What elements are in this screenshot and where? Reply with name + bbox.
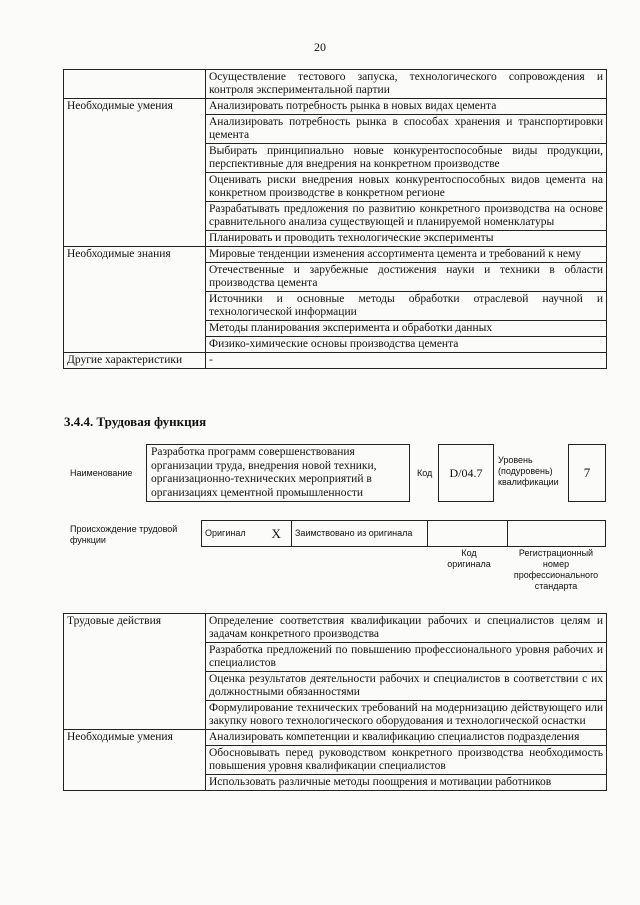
name-label: Наименование — [70, 468, 133, 478]
origin-table — [201, 520, 606, 547]
level-value-box — [568, 444, 606, 502]
page-number: 20 — [314, 40, 326, 54]
registration-number-cell — [508, 521, 606, 547]
row-item: Выбирать принципиально новые конкурентоспособные виды продукции, перспективные для внедрения на конкретном производстве — [206, 144, 607, 173]
row-label: Другие характеристики — [64, 353, 206, 369]
origin-label: Происхождение трудовой функции — [70, 524, 178, 545]
level-label: Уровень (подуровень) квалификации — [498, 455, 559, 487]
row-item: Оценивать риски внедрения новых конкурентоспособных видов цемента на конкретном производстве в конкретном регионе — [206, 173, 607, 202]
original-mark: X — [262, 521, 292, 547]
code-original-cell — [428, 521, 508, 547]
row-label — [64, 70, 206, 99]
competency-table-bottom-body — [64, 614, 607, 791]
row-label: Трудовые действия — [64, 614, 206, 730]
row-item: Формулирование технических требований на модернизацию действующего или закупку нового технологического оборудования и технологической оснастки — [206, 701, 607, 730]
section-title: 3.4.4. Трудовая функция — [64, 414, 207, 429]
function-name-box — [146, 444, 410, 502]
original-label: Оригинал — [202, 521, 262, 547]
borrowed-label: Заимствовано из оригинала — [292, 521, 428, 547]
function-name: Разработка программ совершенствования организации труда, внедрения новой техники, организационно-технических мероприятий в организациях цементной промышленности — [151, 446, 377, 499]
level-value: 7 — [583, 465, 591, 480]
code-label: Код — [417, 468, 433, 478]
row-label: Необходимые умения — [64, 730, 206, 791]
row-item: Обосновывать перед руководством конкретного производства необходимость повышения уровня квалификации специалистов — [206, 746, 607, 775]
code-value-box — [438, 444, 494, 502]
row-item: Отечественные и зарубежные достижения науки и техники в области производства цемента — [206, 263, 607, 292]
competency-table-top-body — [64, 70, 607, 369]
row-item: Анализировать потребность рынка в способах хранения и транспортировки цемента — [206, 115, 607, 144]
row-item: Методы планирования эксперимента и обработки данных — [206, 321, 607, 337]
row-item: Анализировать потребность рынка в новых видах цемента — [206, 99, 607, 115]
table-row — [64, 730, 607, 746]
row-item: - — [206, 353, 607, 369]
competency-table-bottom — [63, 613, 607, 791]
table-row — [64, 99, 607, 115]
row-item: Использовать различные методы поощрения и мотивации работников — [206, 775, 607, 791]
row-item: Мировые тенденции изменения ассортимента цемента и требований к нему — [206, 247, 607, 263]
row-label: Необходимые знания — [64, 247, 206, 353]
row-item: Физико-химические основы производства цемента — [206, 337, 607, 353]
row-label: Необходимые умения — [64, 99, 206, 247]
row-item: Определение соответствия квалификации рабочих и специалистов целям и задачам конкретного производства — [206, 614, 607, 643]
registration-caption: Регистрационный номер профессионального стандарта — [513, 548, 599, 591]
row-item: Анализировать компетенции и квалификацию специалистов подразделения — [206, 730, 607, 746]
row-item: Оценка результатов деятельности рабочих и специалистов в соответствии с их должностными обязанностями — [206, 672, 607, 701]
row-item: Планировать и проводить технологические эксперименты — [206, 231, 607, 247]
table-row — [64, 247, 607, 263]
competency-table-top — [63, 69, 607, 369]
code-value: D/04.7 — [449, 465, 483, 480]
table-row — [64, 614, 607, 643]
row-item: Разработка предложений по повышению профессионального уровня рабочих и специалистов — [206, 643, 607, 672]
code-original-caption: Код оригинала — [447, 548, 491, 569]
row-item: Источники и основные методы обработки отраслевой научной и технологической информации — [206, 292, 607, 321]
row-item: Разрабатывать предложения по развитию конкретного производства на основе сравнительного анализа существующей и планируемой номенклатуры — [206, 202, 607, 231]
row-item: Осуществление тестового запуска, технологического сопровождения и контроля экспериментальной партии — [206, 70, 607, 99]
table-row — [64, 70, 607, 99]
table-row — [64, 353, 607, 369]
